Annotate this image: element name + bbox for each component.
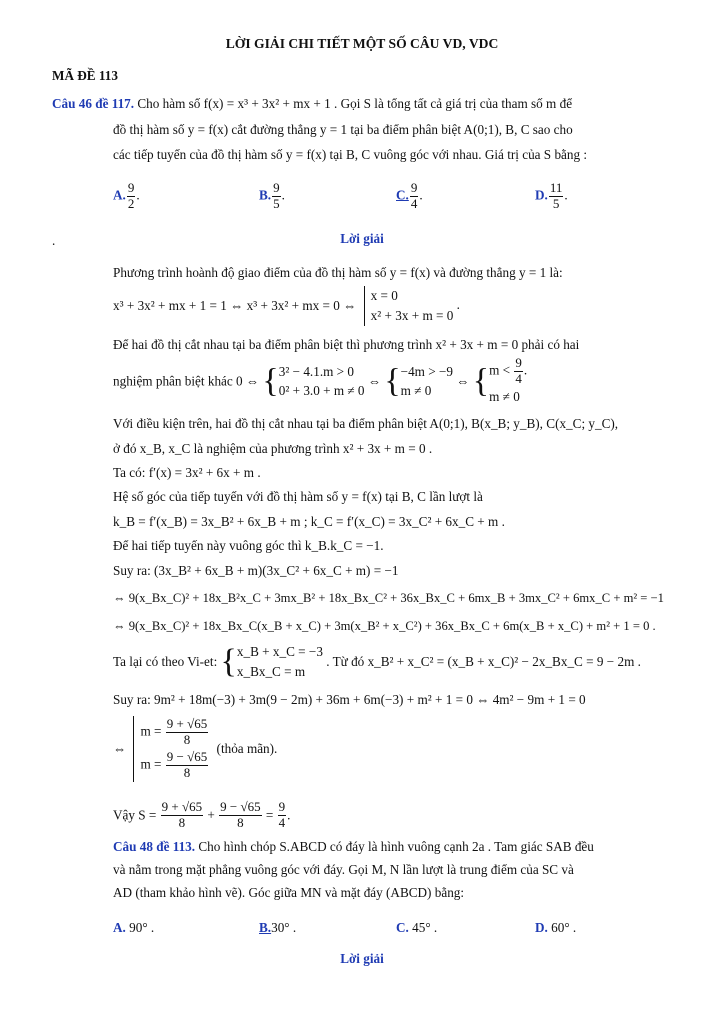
option-d: D. $\frac{11}{5}$ .	[535, 180, 568, 211]
document-title: LỜI GIẢI CHI TIẾT MỘT SỐ CÂU VD, VDC	[225, 36, 499, 51]
sol46-line14: Ta lại có theo Vi-et: { x_B + x_C = −3 x_Bx_C = m . Từ đó x_B² + x_C² = (x_B + x_C)² − 2x_Bx_C = 9 − 2m .	[113, 642, 641, 680]
q48-option-a: A. 90° .	[113, 920, 155, 935]
sol46-line6: ở đó x_B, x_C là nghiệm của phương trình x² + 3x + m = 0 .	[113, 441, 433, 456]
question-46-line2: đồ thị hàm số y = f(x) cắt đường thẳng y = 1 tại ba điểm phân biệt A(0;1), B, C sao cho	[113, 122, 573, 137]
sol46-line11: Suy ra: (3x_B² + 6x_B + m)(3x_C² + 6x_C + m) = −1	[113, 563, 399, 578]
question-46-label: Câu 46 đề 117.	[52, 96, 135, 111]
question-48-line3: AD (tham khảo hình vẽ). Góc giữa MN và mặt đáy (ABCD) bằng:	[113, 885, 465, 900]
sol46-line12: ⇔ 9(x_Bx_C)² + 18x_B²x_C + 3mx_B² + 18x_Bx_C² + 36x_Bx_C + 6mx_B + 3mx_C² + 6mx_C + m² = −1	[113, 591, 664, 605]
exam-code: MÃ ĐỀ 113	[52, 68, 118, 83]
solution-heading-48: Lời giải	[340, 951, 384, 966]
sol46-line4: nghiệm phân biệt khác 0 ⇔ { 3² − 4.1.m > 0 0² + 3.0 + m ≠ 0 ⇔ { −4m > −9 m ≠ 0 ⇔ { m < $\frac{9}{4}$ . m ≠ 0	[113, 355, 528, 404]
sol46-line13: ⇔ 9(x_Bx_C)² + 18x_Bx_C(x_B + x_C) + 3m(x_B² + x_C²) + 36x_Bx_C + 6m(x_B + x_C) + m² + 1 = 0 .	[113, 619, 656, 633]
sol46-line2: x³ + 3x² + mx + 1 = 1 ⇔ x³ + 3x² + mx = 0 ⇔ x = 0 x² + 3x + m = 0 .	[113, 286, 460, 326]
q48-option-c: C. 45° .	[396, 920, 438, 935]
sol46-line15: Suy ra: 9m² + 18m(−3) + 3m(9 − 2m) + 36m + 6m(−3) + m² + 1 = 0 ⇔ 4m² − 9m + 1 = 0	[113, 692, 586, 707]
q48-option-b-correct: B.30° .	[259, 920, 297, 935]
option-c-correct: C. $\frac{9}{4}$ .	[396, 180, 423, 211]
question-48-label: Câu 48 đề 113.	[113, 839, 196, 854]
sol46-line8: Hệ số góc của tiếp tuyến với đồ thị hàm số y = f(x) tại B, C lần lượt là	[113, 489, 483, 504]
q48-option-d: D. 60° .	[535, 920, 577, 935]
option-b: B. $\frac{9}{5}$ .	[259, 180, 285, 211]
option-a: A. $\frac{9}{2}$ .	[113, 180, 140, 211]
solution-heading-46: Lời giải	[340, 231, 384, 246]
sol46-line10: Để hai tiếp tuyến này vuông góc thì k_B.k_C = −1.	[113, 538, 384, 553]
question-48-line2: và nằm trong mặt phẳng vuông góc với đáy. Gọi M, N lần lượt là trung điểm của SC và	[113, 862, 574, 877]
sol46-line1: Phương trình hoành độ giao điểm của đồ thị hàm số y = f(x) và đường thẳng y = 1 là:	[113, 265, 563, 280]
sol46-line7: Ta có: f′(x) = 3x² + 6x + m .	[113, 465, 261, 480]
sol46-line5: Với điều kiện trên, hai đồ thị cắt nhau tại ba điểm phân biệt A(0;1), B(x_B; y_B), C(x_C; y_C),	[113, 416, 619, 431]
sol46-line3: Để hai đồ thị cắt nhau tại ba điểm phân biệt thì phương trình x² + 3x + m = 0 phải có hai	[113, 337, 580, 352]
stray-dot: .	[52, 233, 56, 248]
question-48-line1: Câu 48 đề 113. Cho hình chóp S.ABCD có đáy là hình vuông cạnh 2a . Tam giác SAB đều	[113, 839, 594, 854]
sol46-line9: k_B = f′(x_B) = 3x_B² + 6x_B + m ; k_C = f′(x_C) = 3x_C² + 6x_C + m .	[113, 514, 505, 529]
sol46-line16: ⇔ m = $\frac{9 + √65}{8}$ m = $\frac{9 - √65}{8}$ (thỏa mãn).	[113, 716, 278, 780]
question-46-line1	[52, 95, 572, 113]
sol46-line17: Vậy S = $\frac{9 + √65}{8}$ + $\frac{9 - √65}{8}$ = $\frac{9}{4}$ .	[113, 799, 291, 830]
question-46-text1: Cho hàm số f(x) = x³ + 3x² + mx + 1 . Gọi S là tổng tất cả giá trị của tham số m để	[137, 96, 573, 111]
question-46-line3: các tiếp tuyến của đồ thị hàm số y = f(x) tại B, C vuông góc với nhau. Giá trị của S bằng :	[113, 147, 588, 162]
